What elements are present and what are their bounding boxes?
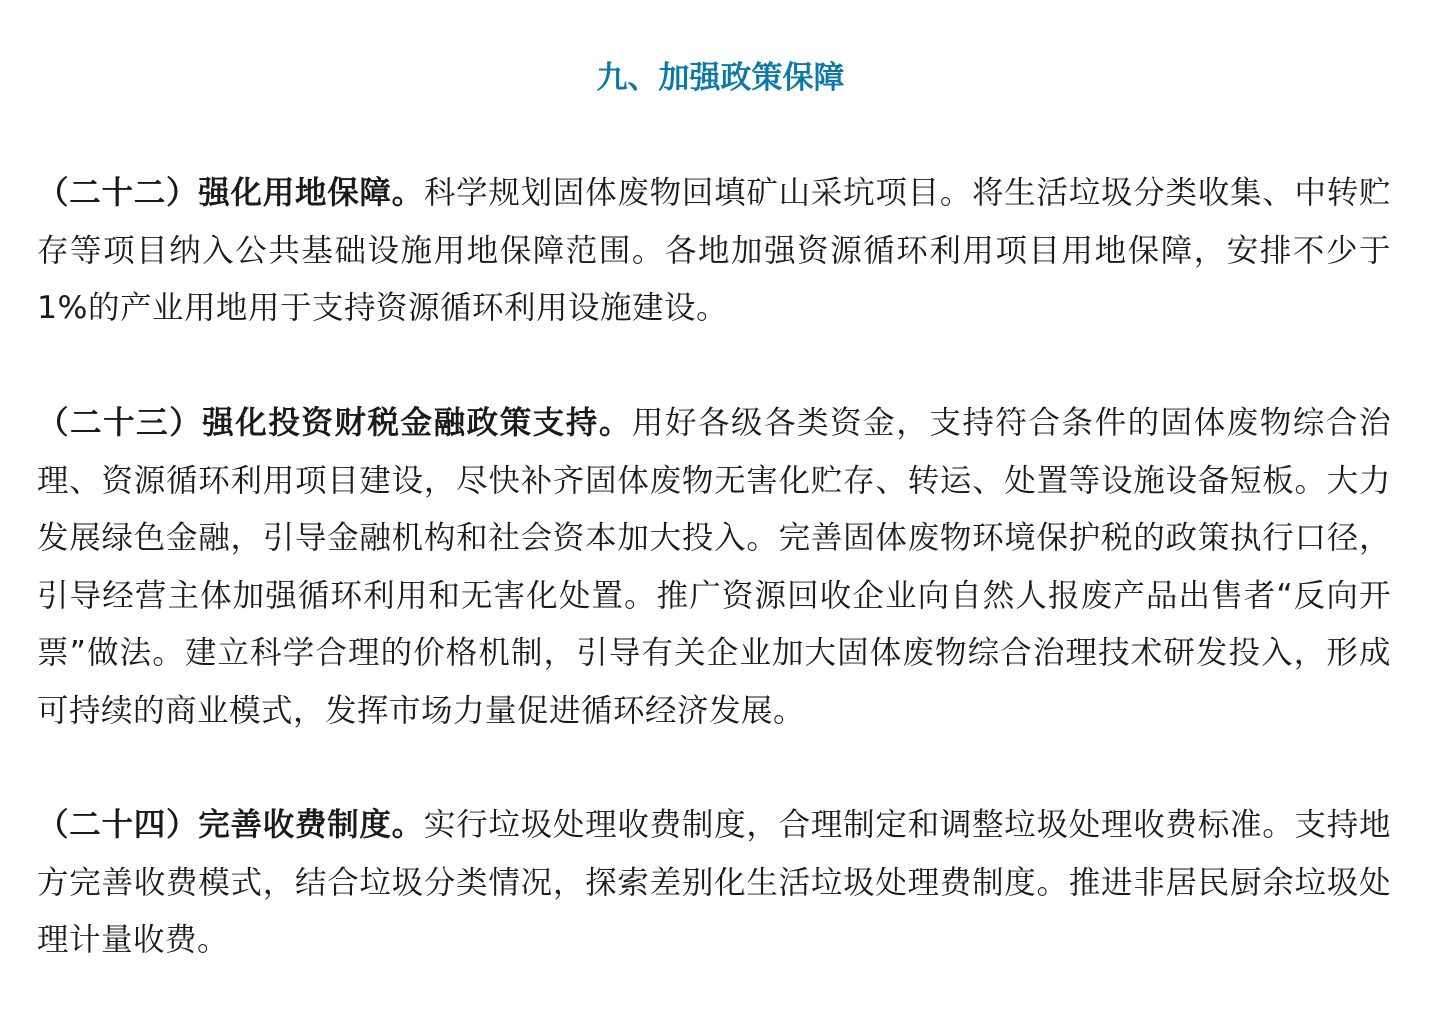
paragraph-lead: （二十四）完善收费制度。 (37, 807, 424, 843)
paragraph-22 (37, 165, 1391, 338)
paragraph-23 (37, 395, 1391, 740)
paragraph-text: 科学规划固体废物回填矿山采坑项目。将生活垃圾分类收集、中转贮存等项目纳入公共基础设施用地保障范围。各地加强资源循环利用项目用地保障，安排不少于1%的产业用地用于支持资源循环利用设施建设。 (37, 175, 1391, 326)
section-heading: 九、加强政策保障 (596, 60, 845, 96)
paragraph-text: 用好各级各类资金，支持符合条件的固体废物综合治理、资源循环利用项目建设，尽快补齐固体废物无害化贮存、转运、处置等设施设备短板。大力发展绿色金融，引导金融机构和社会资本加大投入。完善固体废物环境保护税的政策执行口径，引导经营主体加强循环利用和无害化处置。推广资源回收企业向自然人报废产品出售者“反向开票”做法。建立科学合理的价格机制，引导有关企业加大固体废物综合治理技术研发投入，形成可持续的商业模式，发挥市场力量促进循环经济发展。 (37, 405, 1391, 729)
paragraph-lead: （二十三）强化投资财税金融政策支持。 (37, 405, 632, 441)
paragraph-text: 实行垃圾处理收费制度，合理制定和调整垃圾处理收费标准。支持地方完善收费模式，结合垃圾分类情况，探索差别化生活垃圾处理费制度。推进非居民厨余垃圾处理计量收费。 (37, 807, 1391, 958)
paragraph-24 (37, 797, 1391, 970)
paragraph-lead: （二十二）强化用地保障。 (37, 175, 424, 211)
